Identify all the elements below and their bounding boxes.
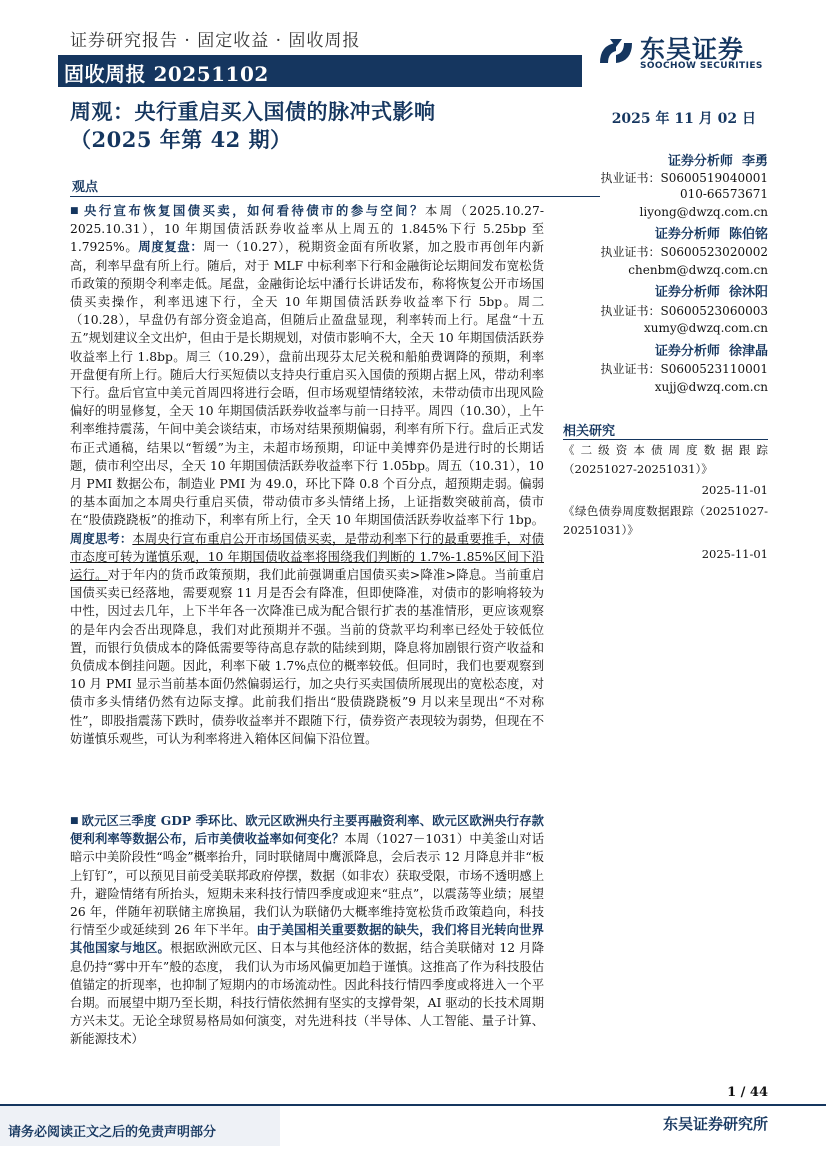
viewpoint-paragraph-1 — [70, 202, 544, 748]
analyst-1-cert: 执业证书：S0600519040001 — [600, 171, 768, 185]
analyst-1-name: 证券分析师 李勇 — [667, 154, 768, 169]
p2-mid-bold: 由于美国相关重要数据的缺失，我们将目光转向世界其他国家与地区。 — [70, 922, 544, 956]
footer-divider — [0, 1104, 826, 1106]
related-item-2-date: 2025-11-01 — [701, 547, 768, 561]
soochow-logo-icon — [596, 33, 636, 73]
logo-text-cn: 东吴证券 — [640, 35, 745, 64]
related-item-1[interactable]: 《二级资本债周度数据跟踪（20251027-20251031）》 — [563, 443, 768, 476]
p1-review-label: 周度复盘： — [138, 239, 204, 255]
analyst-1-phone: 010-66573671 — [679, 187, 768, 201]
p2-text-2: 根据欧洲欧元区、日本与其他经济体的数据，结合美联储对 12 月降息仍持“雾中开车”般的态度， 我们认为市场风偏更加趋于谨慎。这推高了作为科技股估值锚定的折现率，也抑制了短期内的市场流动性。因此科技行情四季度或将进入一个平台期。而展望中期乃至长期，科技行情依然拥有坚实的支撑骨架，AI 驱动的长技术周期方兴未艾。无论全球贸易格局如何演变，对先进科技（半导体、人工智能、量子计算、新能源技术） — [70, 941, 544, 1047]
report-series: 固收周报 20251102 — [64, 62, 269, 86]
p1-lead: 央行宣布恢复国债买卖，如何看待债市的参与空间？ — [84, 203, 425, 218]
p1-text-1: 本周（2025.10.27-2025.10.31），10 年期国债活跃券收益率从上周五的 1.845%下行 5.25bp 至 1.7925%。 — [70, 204, 544, 255]
report-date: 2025 年 11 月 02 日 — [611, 111, 756, 127]
p1-think-label: 周度思考： — [70, 530, 133, 546]
logo-text-en: SOOCHOW SECURITIES — [640, 61, 763, 71]
p1-text-2: 周一（10.27），税期资金面有所收紧，加之股市再创年内新高，利率早盘有所上行。随后，对于 MLF 中标利率下行和金融街论坛期间发布宽松货币政策的预期令利率走低。尾盘，金融街论坛中潘行长讲话发布，称将恢复公开市场国债买卖操作，利率迅速下行，全天 10 年期国债活跃券收益率下行 5bp。周二（10.28），早盘仍有部分资金追高，但随后止盈盘显现，利率转而上行。尾盘“十五五”规划建议全文出炉，但由于是长期规划，对债市影响不大，全天 10 年期国债活跃券收益率上行 1.8bp。周三（10.29），盘前出现芬太尼关税和船舶费调降的预期，利率开盘便有所上行。随后大行买短债以支持央行重启买入国债的预期占据上风，带动利率下行。盘后官宣中美元首周四将进行会晤，但市场观望情绪较浓，未带动债市出现风险偏好的明显修复，全天 10 年期国债活跃券收益率与前一日持平。周四（10.30），上午利率维持震荡，午间中美会谈结束，市场对结果预期偏弱，利率有所下行。盘后正式发布正式通稿，结果以“暂缓”为主，未超市场预期，印证中美博弈仍是进行时的长期话题，债市利空出尽，全天 10 年期国债活跃券收益率下行 1.05bp。周五（10.31），10 月 PMI 数据公布，制造业 PMI 为 49.0，环比下降 0.8 个百分点，超预期走弱。偏弱的基本面加之本周央行重启买债，带动债市多头情绪上扬，上证指数突破前高，债市在“股债跷跷板”的推动下，利率有所上行，全天 10 年期国债活跃券收益率下行 1bp。 — [70, 240, 544, 528]
analyst-3-email[interactable]: xumy@dwzq.com.cn — [643, 321, 768, 335]
page-number: 1 / 44 — [727, 1085, 768, 1100]
p1-text-3: 对于年内的货币政策预期，我们此前强调重启国债买卖>降准>降息。当前重启国债买卖已经落地，需要观察 11 月是否会有降准，但即使降准，对债市的影响将较为中性，因过去几年，上下半年各一次降准已成为配合银行扩表的基准情形，更应该观察的是年内会否出现降息，我们对此预期并不强。当前的贷款平均利率已经处于较低位置，而银行负债成本的降低需要等待高息存款的陆续到期，降息将加剧银行资产收益和负债成本倒挂问题。因此，利率下破 1.7%点位的概率较低。但同时，我们也要观察到 10 月 PMI 显示当前基本面仍然偏弱运行，加之央行买卖国债所展现出的宽松态度，对债市多头情绪仍然有边际支撑。此前我们指出“股债跷跷板”9 月以来呈现出“不对称性”，即股指震荡下跌时，债券收益率并不跟随下行，债券资产表现较为弱势，但现在不妨谨慎乐观些，可认为利率将进入箱体区间偏下沿位置。 — [70, 568, 544, 746]
section-divider — [70, 196, 600, 197]
analyst-2-name: 证券分析师 陈伯铭 — [654, 227, 768, 242]
report-category: 证券研究报告 · 固定收益 · 固收周报 — [70, 31, 361, 51]
analyst-2-email[interactable]: chenbm@dwzq.com.cn — [628, 263, 768, 277]
analyst-4-cert: 执业证书：S0600523110001 — [600, 362, 768, 376]
p2-lead: 欧元区三季度 GDP 季环比、欧元区欧洲央行主要再融资利率、欧元区欧洲央行存款便利利率等数据公布，后市美债收益率如何变化？ — [70, 813, 544, 847]
section-label-viewpoint: 观点 — [72, 180, 99, 195]
analyst-4-name: 证券分析师 徐津晶 — [654, 344, 768, 359]
related-research-title: 相关研究 — [563, 424, 616, 439]
analyst-4-email[interactable]: xujj@dwzq.com.cn — [654, 380, 768, 394]
bullet-square-icon: ■ — [70, 816, 79, 826]
p2-text-1: 本周（1027－1031）中美釜山对话暗示中美阶段性“鸣金”概率抬升，同时联储周中鹰派降息，会后表示 12 月降息并非“板上钉钉”，可以预见目前受美联邦政府停摆，数据（如非农）获取受限，市场不透明感上升，避险情绪有所抬头，短期未来科技行情四季度或迎来“驻点”，以震荡等业绩；展望 26 年，伴随年初联储主席换届，我们认为联储仍大概率维持宽松货币政策趋向，科技行情至少或延续到 26 年下半年。 — [70, 832, 544, 938]
viewpoint-paragraph-2 — [70, 812, 544, 1049]
analyst-3-name: 证券分析师 徐沐阳 — [654, 285, 768, 300]
related-item-2[interactable]: 《绿色债券周度数据跟踪（20251027-20251031）》 — [563, 504, 768, 537]
analyst-2-cert: 执业证书：S0600523020002 — [600, 245, 768, 259]
related-item-1-date: 2025-11-01 — [701, 483, 768, 497]
report-title: 周观：央行重启买入国债的脉冲式影响 — [70, 99, 436, 124]
bullet-square-icon: ■ — [70, 206, 82, 216]
footer-disclaimer: 请务必阅读正文之后的免责声明部分 — [8, 1125, 217, 1140]
p1-underline-conclusion: 本周央行宣布重启公开市场国债买卖，是带动利率下行的最重要推手，对债市态度可转为谨慎乐观，10 年期国债收益率将围绕我们判断的 1.7%-1.85%区间下沿运行。 — [70, 531, 544, 583]
analyst-1-email[interactable]: liyong@dwzq.com.cn — [639, 205, 768, 219]
analyst-3-cert: 执业证书：S0600523060003 — [600, 304, 768, 318]
report-issue: （2025 年第 42 期） — [70, 127, 292, 152]
related-research-divider — [563, 439, 768, 440]
footer-institute: 东吴证券研究所 — [662, 1115, 768, 1133]
